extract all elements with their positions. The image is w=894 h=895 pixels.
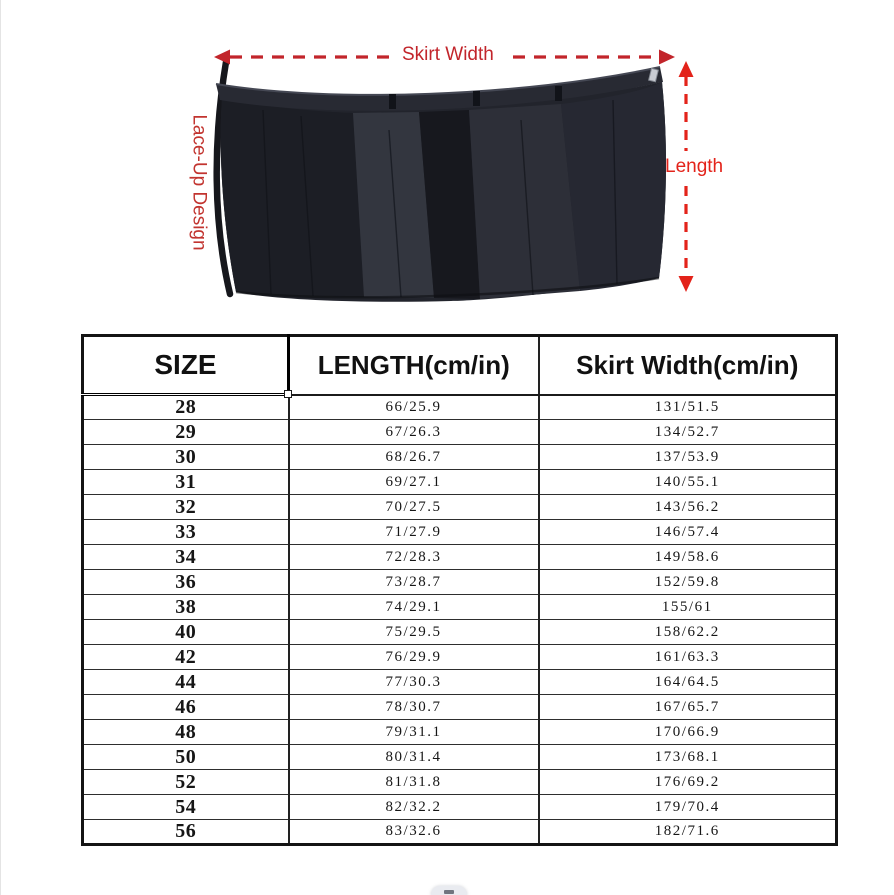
size-cell: 29 xyxy=(83,420,289,445)
table-row xyxy=(83,795,837,820)
length-cell: 76/29.9 xyxy=(289,645,539,670)
skirt-width-cell: 137/53.9 xyxy=(539,445,837,470)
table-row xyxy=(83,670,837,695)
table-row xyxy=(83,820,837,845)
arrowhead-left xyxy=(214,50,230,65)
length-cell: 77/30.3 xyxy=(289,670,539,695)
table-row xyxy=(83,395,837,420)
table-row xyxy=(83,695,837,720)
skirt-width-cell: 146/57.4 xyxy=(539,520,837,545)
size-cell: 54 xyxy=(83,795,289,820)
size-table xyxy=(81,334,838,846)
length-cell: 80/31.4 xyxy=(289,745,539,770)
size-cell: 33 xyxy=(83,520,289,545)
table-row xyxy=(83,520,837,545)
product-figure xyxy=(1,0,894,332)
skirt-width-cell: 152/59.8 xyxy=(539,570,837,595)
skirt-width-cell: 134/52.7 xyxy=(539,420,837,445)
cell-fill-handle xyxy=(284,390,292,398)
table-row xyxy=(83,595,837,620)
length-cell: 75/29.5 xyxy=(289,620,539,645)
length-cell: 70/27.5 xyxy=(289,495,539,520)
size-cell: 44 xyxy=(83,670,289,695)
table-row xyxy=(83,445,837,470)
size-cell: 52 xyxy=(83,770,289,795)
header-length-label: LENGTH(cm/in) xyxy=(317,349,510,380)
table-row xyxy=(83,645,837,670)
length-cell: 82/32.2 xyxy=(289,795,539,820)
size-cell: 38 xyxy=(83,595,289,620)
size-cell: 36 xyxy=(83,570,289,595)
size-cell: 50 xyxy=(83,745,289,770)
skirt-width-cell: 170/66.9 xyxy=(539,720,837,745)
collapse-pill-button[interactable] xyxy=(431,886,467,895)
size-cell: 28 xyxy=(83,395,289,420)
table-row xyxy=(83,770,837,795)
table-row xyxy=(83,745,837,770)
table-row xyxy=(83,570,837,595)
length-cell: 81/31.8 xyxy=(289,770,539,795)
size-cell: 30 xyxy=(83,445,289,470)
table-row xyxy=(83,620,837,645)
size-cell: 48 xyxy=(83,720,289,745)
header-length xyxy=(289,336,539,395)
arrowhead-right xyxy=(659,50,675,65)
skirt-width-cell: 131/51.5 xyxy=(539,395,837,420)
skirt-width-cell: 158/62.2 xyxy=(539,620,837,645)
length-cell: 66/25.9 xyxy=(289,395,539,420)
length-cell: 68/26.7 xyxy=(289,445,539,470)
length-cell: 79/31.1 xyxy=(289,720,539,745)
header-size xyxy=(83,336,289,395)
size-cell: 32 xyxy=(83,495,289,520)
header-skirt-width xyxy=(539,336,837,395)
lace-up-design-label: Lace-Up Design xyxy=(188,114,210,251)
length-cell: 73/28.7 xyxy=(289,570,539,595)
skirt-width-cell: 173/68.1 xyxy=(539,745,837,770)
collapse-grip-icon xyxy=(444,890,454,894)
skirt-width-cell: 167/65.7 xyxy=(539,695,837,720)
length-cell: 83/32.6 xyxy=(289,820,539,845)
skirt-width-cell: 143/56.2 xyxy=(539,495,837,520)
skirt-width-label: Skirt Width xyxy=(402,44,494,65)
skirt-shade-left xyxy=(221,99,364,297)
size-cell: 34 xyxy=(83,545,289,570)
skirt-width-cell: 149/58.6 xyxy=(539,545,837,570)
length-cell: 69/27.1 xyxy=(289,470,539,495)
arrowhead-up xyxy=(679,61,694,77)
table-row xyxy=(83,720,837,745)
table-header-row xyxy=(83,336,837,395)
size-cell: 42 xyxy=(83,645,289,670)
table-row xyxy=(83,545,837,570)
table-row xyxy=(83,495,837,520)
header-size-label: SIZE xyxy=(154,349,217,380)
skirt-width-cell: 155/61 xyxy=(539,595,837,620)
skirt-width-cell: 161/63.3 xyxy=(539,645,837,670)
size-table-container xyxy=(81,334,835,846)
skirt-width-cell: 182/71.6 xyxy=(539,820,837,845)
size-cell: 46 xyxy=(83,695,289,720)
skirt-width-cell: 164/64.5 xyxy=(539,670,837,695)
skirt-width-cell: 140/55.1 xyxy=(539,470,837,495)
length-cell: 74/29.1 xyxy=(289,595,539,620)
size-cell: 56 xyxy=(83,820,289,845)
arrowhead-down xyxy=(679,276,694,292)
length-cell: 78/30.7 xyxy=(289,695,539,720)
skirt-pleat-light-2 xyxy=(469,104,580,299)
size-table-body xyxy=(83,395,837,845)
table-row xyxy=(83,470,837,495)
size-cell: 40 xyxy=(83,620,289,645)
size-cell: 31 xyxy=(83,470,289,495)
table-row xyxy=(83,420,837,445)
length-label: Length xyxy=(665,156,724,177)
header-skirt-width-label: Skirt Width(cm/in) xyxy=(576,349,799,380)
skirt-width-cell: 179/70.4 xyxy=(539,795,837,820)
length-cell: 72/28.3 xyxy=(289,545,539,570)
skirt-width-cell: 176/69.2 xyxy=(539,770,837,795)
length-cell: 67/26.3 xyxy=(289,420,539,445)
length-cell: 71/27.9 xyxy=(289,520,539,545)
